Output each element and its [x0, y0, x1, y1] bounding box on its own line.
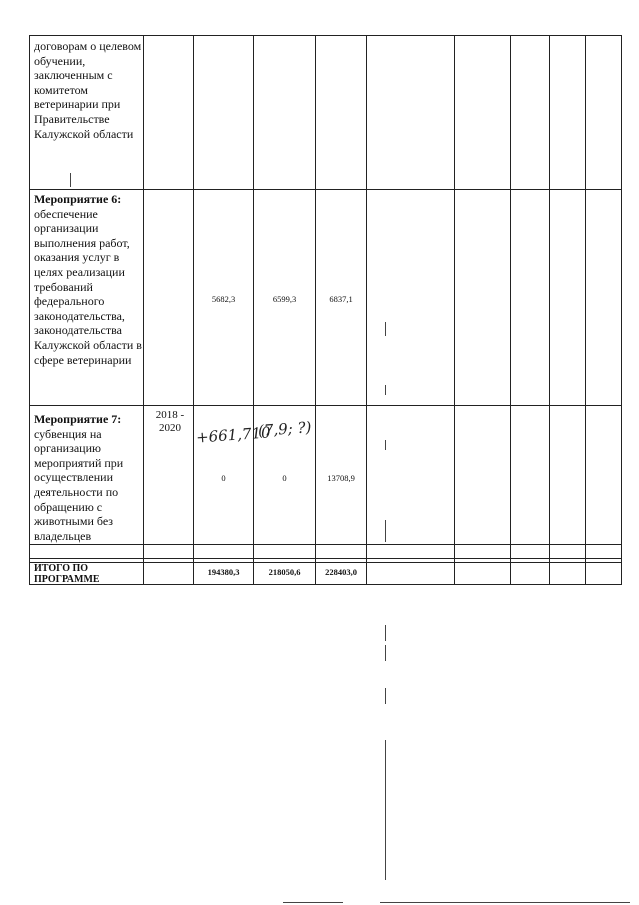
row-divider-2: [29, 405, 621, 406]
col-line-0: [29, 35, 30, 585]
row3-title: Мероприятие 7:: [34, 412, 122, 426]
scan-bottom-line: [283, 902, 343, 903]
col-line-3: [253, 35, 254, 585]
row2-value-2018: 5682,3: [211, 294, 236, 304]
handwritten-note: +661,710: [195, 423, 272, 447]
col-line-7: [510, 35, 511, 585]
row2-text: обеспечение организации выполнения работ, оказания услуг в целях реализации требований федерального законодательства, законодательства Калужской области в сфере ветеринарии: [34, 206, 142, 367]
total-label: ИТОГО ПО ПРОГРАММЕ: [34, 563, 100, 585]
col-line-2: [193, 35, 194, 585]
scan-bottom-line: [380, 902, 630, 903]
scan-mark: [385, 520, 386, 542]
row3-value-2018: 0: [221, 473, 226, 483]
scan-mark: [385, 385, 386, 395]
row2-title: Мероприятие 6:: [34, 192, 122, 206]
row2-value-2019: 6599,3: [272, 294, 297, 304]
col-line-6: [454, 35, 455, 585]
col-line-5: [366, 35, 367, 585]
table-top-border: [29, 35, 621, 36]
scan-mark: [70, 173, 71, 187]
row2-value-2020: 6837,1: [329, 294, 353, 304]
row3-text: субвенция на организацию мероприятий при осуществлении деятельности по обращению с животными без владельцев: [34, 426, 124, 543]
row3-period: 2018 - 2020: [155, 409, 185, 434]
col-line-9: [585, 35, 586, 585]
row1-description: договорам о целевом обучении, заключенным с комитетом ветеринарии при Правительстве Калужской области: [34, 39, 142, 141]
row3-value-2020: 13708,9: [327, 473, 355, 483]
total-value-2018: 194380,3: [207, 567, 240, 577]
scan-mark: [385, 688, 386, 704]
scan-mark: [385, 322, 386, 336]
scan-mark: [385, 645, 386, 661]
total-value-2019: 218050,6: [268, 567, 301, 577]
total-value-2020: 228403,0: [325, 567, 357, 577]
row3-value-2019: 0: [282, 473, 287, 483]
row2-description: [34, 192, 142, 367]
col-line-10: [621, 35, 622, 585]
scan-mark: [385, 625, 386, 641]
col-line-4: [315, 35, 316, 585]
handwritten-note-2: (7,9; ?): [257, 418, 313, 440]
col-line-8: [549, 35, 550, 585]
col-line-1: [143, 35, 144, 585]
row-divider-4: [29, 558, 621, 559]
scan-mark: [385, 740, 386, 880]
scan-mark: [385, 440, 386, 450]
row-divider-1: [29, 189, 621, 190]
row-divider-3: [29, 544, 621, 545]
row3-description: [34, 412, 142, 543]
